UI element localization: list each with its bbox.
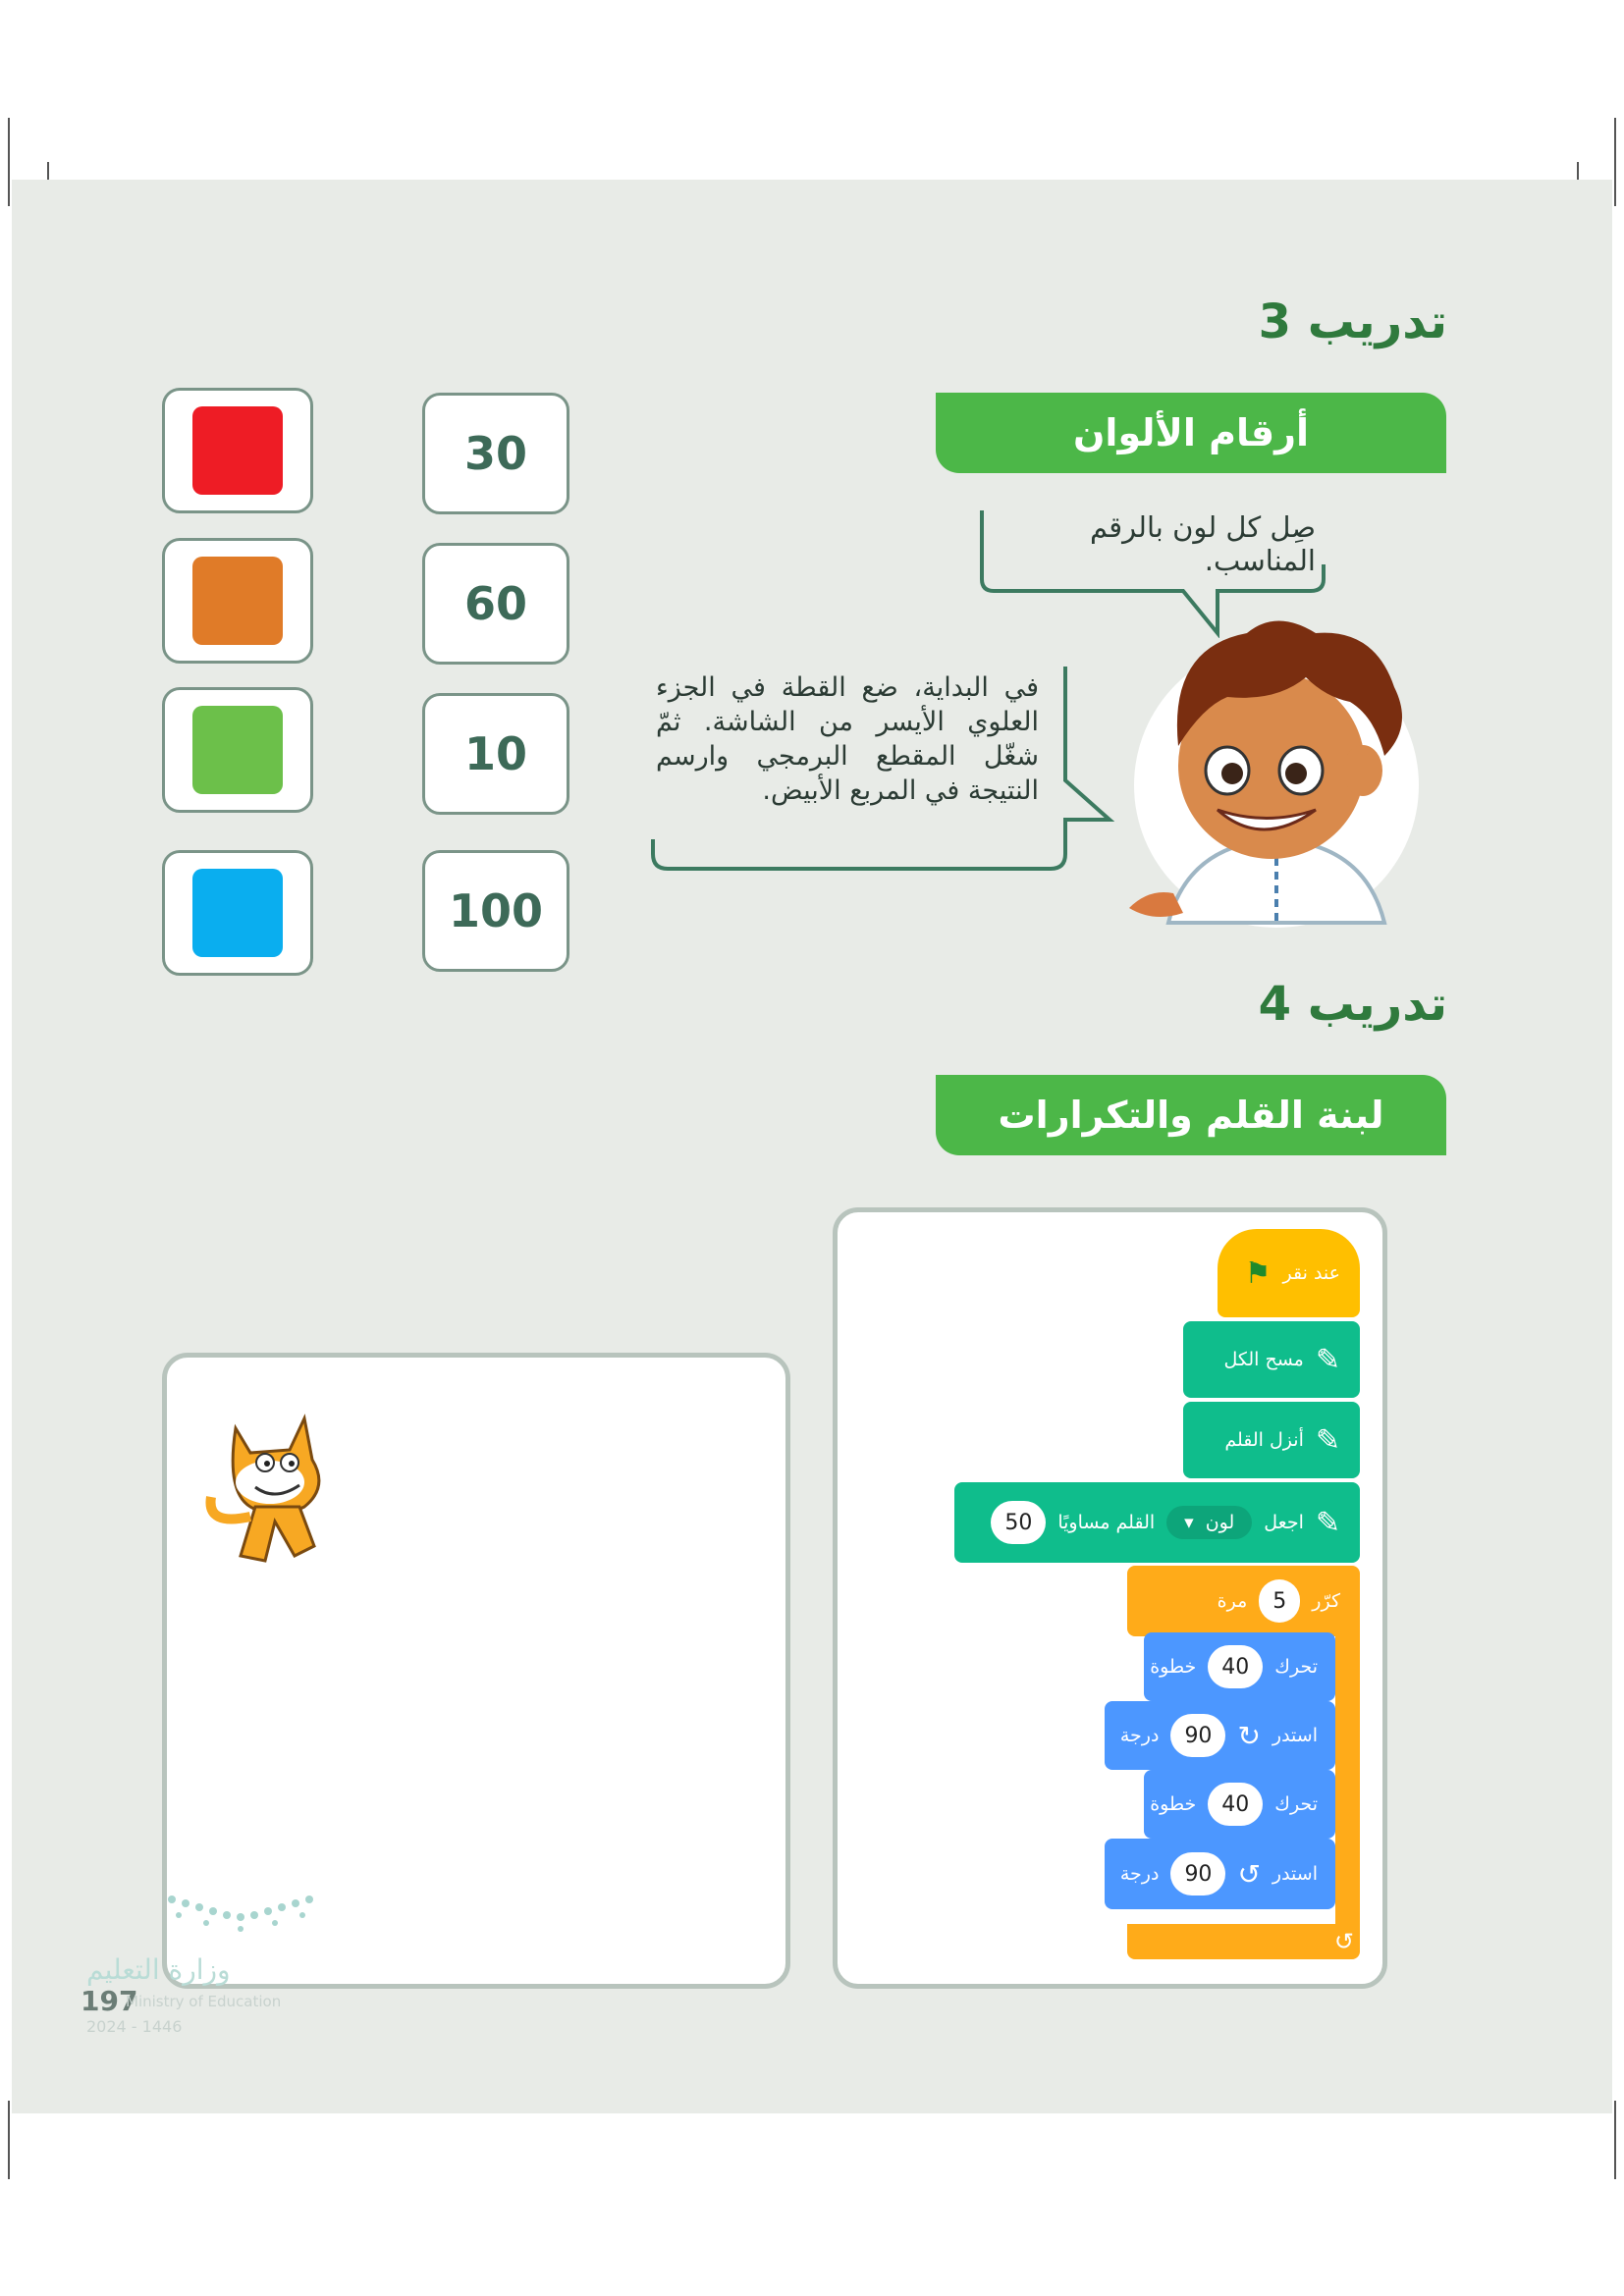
crop-mark — [1614, 118, 1616, 206]
speech-side-text: في البداية، ضع القطة في الجزء العلوي الأيسر من الشاشة. ثمّ شغّل المقطع البرمجي وارسم النتيجة في المربع الأبيض. — [656, 672, 1039, 807]
blue-swatch — [192, 869, 283, 957]
clear-block[interactable] — [1183, 1321, 1360, 1398]
turn-right-block[interactable] — [1105, 1701, 1335, 1770]
year-label: 2024 - 1446 — [86, 2017, 183, 2036]
pen-param-dropdown[interactable] — [1166, 1506, 1252, 1539]
repeat-block-arm — [1335, 1629, 1360, 1934]
repeat-word: كرّر — [1312, 1590, 1340, 1612]
page-number: 197 — [81, 1985, 138, 2017]
move-steps-input[interactable]: 40 — [1208, 1645, 1263, 1688]
turn-word: استدر — [1272, 1725, 1318, 1746]
exercise3-banner: أرقام الألوان — [936, 393, 1446, 473]
set-word: اجعل — [1264, 1512, 1304, 1533]
rotate-clockwise-icon: ↻ — [1237, 1719, 1261, 1752]
move-word: تحرك — [1274, 1656, 1318, 1678]
ministry-name-ar: وزارة التعليم — [86, 1953, 231, 1986]
repeat-block-bottom — [1127, 1924, 1360, 1959]
move-unit: خطوة — [1150, 1793, 1197, 1815]
boy-character-illustration — [1110, 609, 1434, 933]
move-steps-block-2[interactable] — [1144, 1770, 1335, 1839]
move-steps-block-1[interactable] — [1144, 1632, 1335, 1701]
set-pen-color-block[interactable] — [954, 1482, 1360, 1563]
ministry-logo-dots — [162, 1890, 324, 1939]
move-steps-input[interactable]: 40 — [1208, 1783, 1263, 1826]
green-flag-icon: ⚑ — [1244, 1255, 1272, 1291]
hat-label: عند نقر — [1282, 1262, 1340, 1284]
exercise3-heading: تدريب 3 — [1258, 294, 1447, 349]
number-box-3[interactable]: 10 — [422, 693, 569, 815]
pen-down-label: أنزل القلم — [1224, 1429, 1304, 1451]
turn-degrees-input[interactable]: 90 — [1170, 1852, 1225, 1896]
turn-unit: درجة — [1119, 1863, 1160, 1885]
crop-mark — [8, 2101, 10, 2179]
loop-arrow-icon: ↺ — [1333, 1928, 1354, 1955]
repeat-count-input[interactable]: 5 — [1259, 1579, 1300, 1623]
dropdown-label: لون — [1205, 1512, 1235, 1533]
number-box-4[interactable]: 100 — [422, 850, 569, 972]
number-box-2[interactable]: 60 — [422, 543, 569, 665]
exercise4-heading: تدريب 4 — [1258, 977, 1447, 1032]
color-box-red[interactable] — [162, 388, 313, 513]
orange-swatch — [192, 557, 283, 645]
crop-mark — [1614, 2101, 1616, 2179]
pen-down-block[interactable] — [1183, 1402, 1360, 1478]
color-box-orange[interactable] — [162, 538, 313, 664]
clear-label: مسح الكل — [1223, 1349, 1304, 1370]
set-value-input[interactable]: 50 — [991, 1501, 1046, 1544]
rotate-counterclockwise-icon: ↺ — [1237, 1857, 1261, 1891]
when-flag-clicked-block[interactable] — [1218, 1229, 1360, 1317]
repeat-block-top[interactable] — [1127, 1566, 1360, 1636]
color-box-green[interactable] — [162, 687, 313, 813]
pen-icon: ✎ — [1315, 1422, 1340, 1458]
pen-icon: ✎ — [1315, 1342, 1340, 1377]
move-unit: خطوة — [1150, 1656, 1197, 1678]
turn-left-block[interactable] — [1105, 1839, 1335, 1909]
set-mid-label: القلم مساويًا — [1057, 1512, 1156, 1533]
ministry-name-en: Ministry of Education — [126, 1993, 282, 2010]
number-box-1[interactable]: 30 — [422, 393, 569, 514]
color-box-blue[interactable] — [162, 850, 313, 976]
move-word: تحرك — [1274, 1793, 1318, 1815]
dropdown-arrow-icon: ▾ — [1184, 1512, 1194, 1533]
green-swatch — [192, 706, 283, 794]
turn-unit: درجة — [1119, 1725, 1160, 1746]
turn-word: استدر — [1272, 1863, 1318, 1885]
scratch-cat-sprite[interactable] — [196, 1409, 353, 1575]
turn-degrees-input[interactable]: 90 — [1170, 1714, 1225, 1757]
red-swatch — [192, 406, 283, 495]
exercise4-banner: لبنة القلم والتكرارات — [936, 1075, 1446, 1155]
pen-icon: ✎ — [1315, 1505, 1340, 1540]
repeat-unit: مرة — [1217, 1590, 1248, 1612]
speech-top-text: صِل كل لون بالرقم المناسب. — [1089, 510, 1316, 577]
crop-mark — [8, 118, 10, 206]
